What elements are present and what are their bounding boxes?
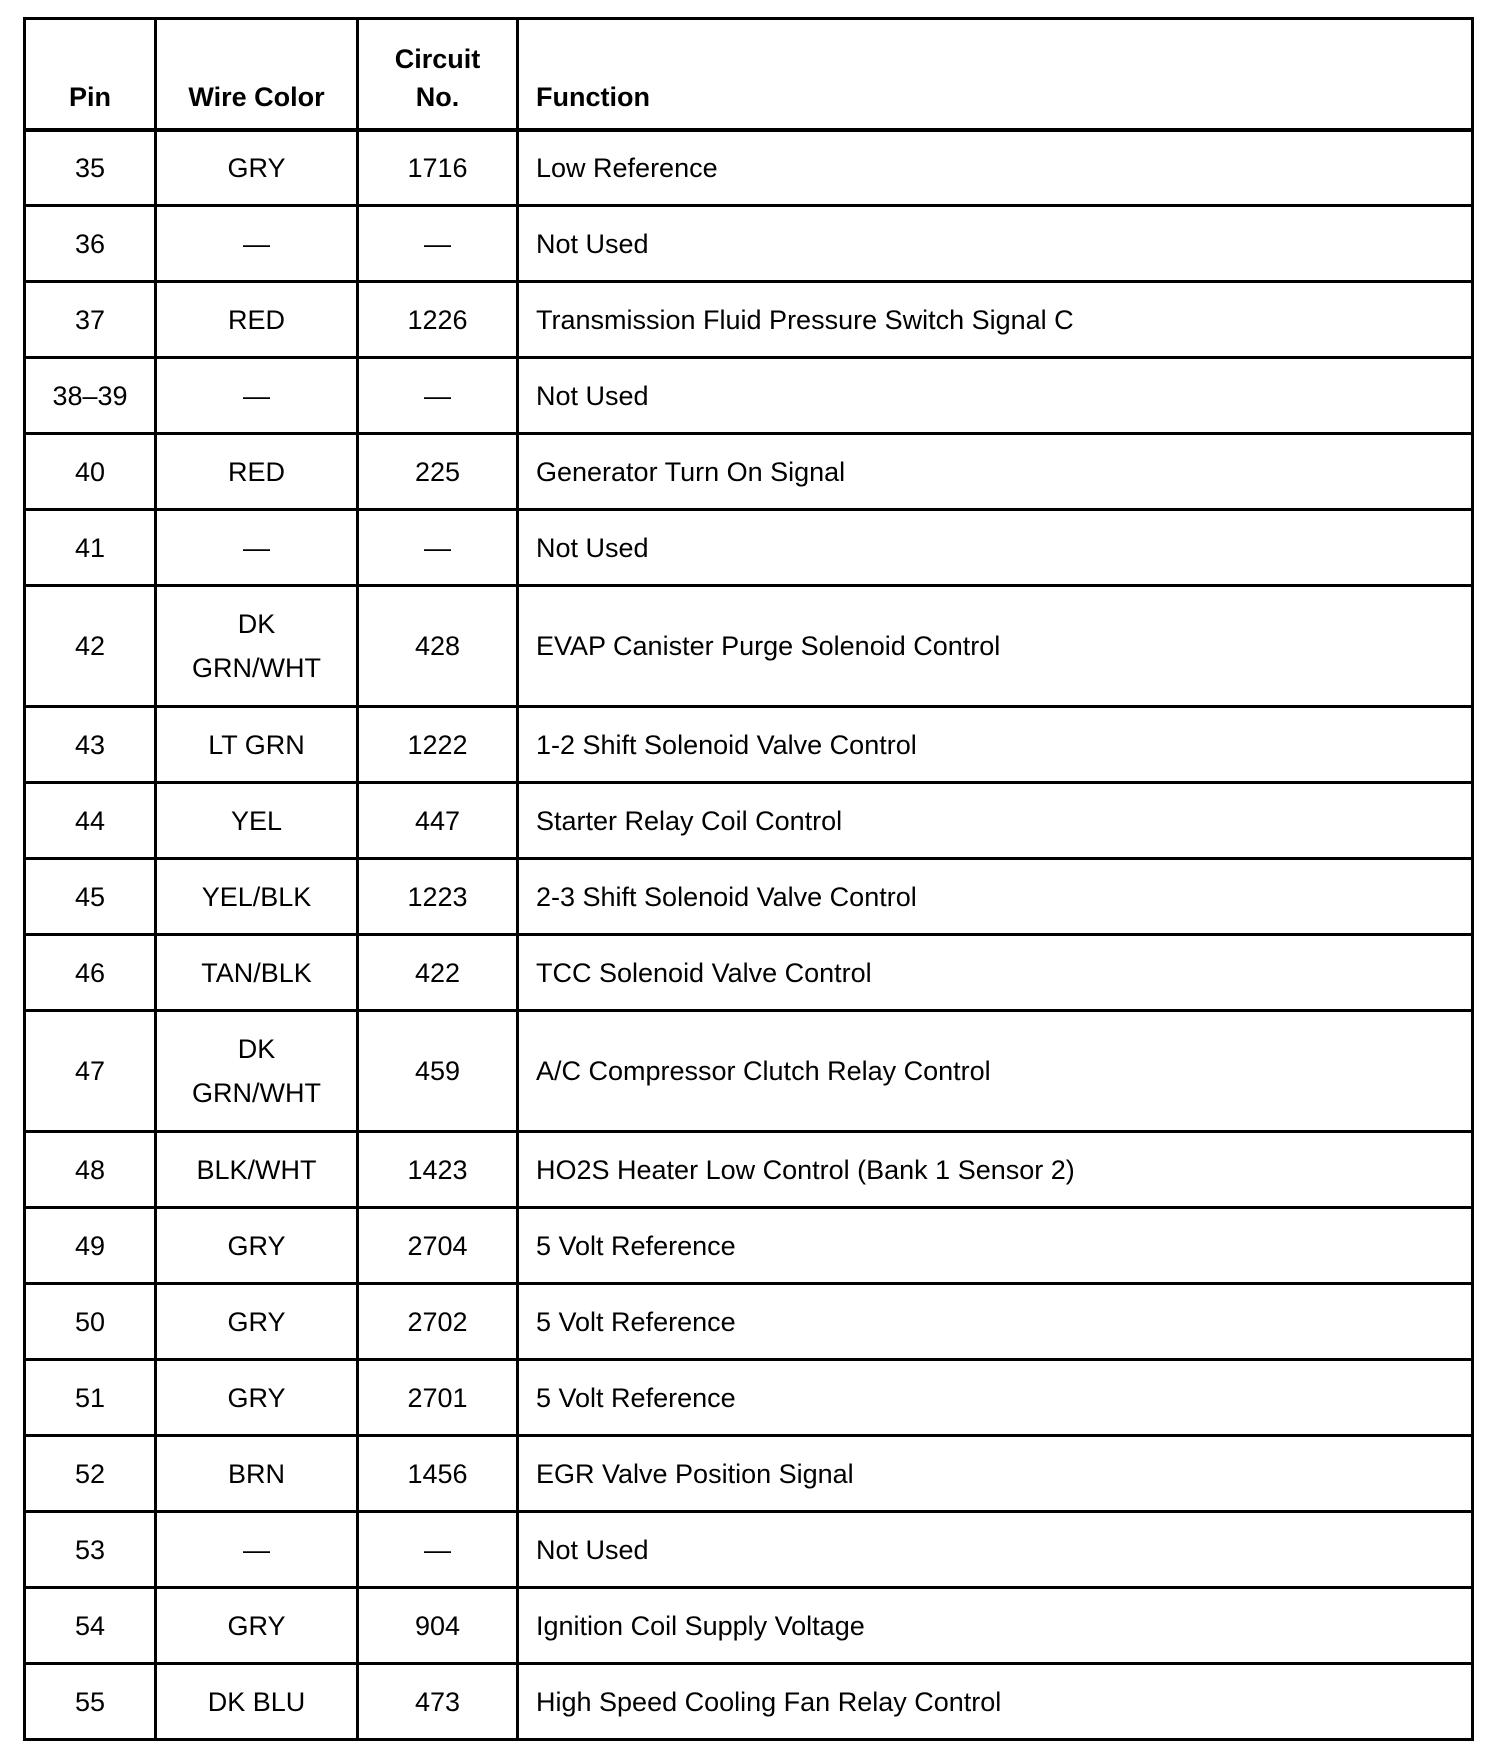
cell-function: Not Used (518, 510, 1473, 586)
cell-wire-color (156, 783, 358, 859)
cell-function: Not Used (518, 358, 1473, 434)
header-circuit-line2: No. (415, 81, 460, 112)
wire-color-line: YEL (230, 805, 283, 836)
cell-pin: 49 (25, 1208, 156, 1284)
header-circuit-no (358, 19, 518, 130)
wire-color-line: — (243, 380, 270, 411)
cell-circuit-no: — (358, 510, 518, 586)
table-row (25, 783, 1473, 859)
cell-function: EGR Valve Position Signal (518, 1436, 1473, 1512)
cell-function: Ignition Coil Supply Voltage (518, 1588, 1473, 1664)
cell-wire-color (156, 206, 358, 282)
wire-color-line: DK (237, 609, 276, 639)
cell-pin: 47 (25, 1011, 156, 1132)
cell-pin: 37 (25, 282, 156, 358)
cell-function: 2-3 Shift Solenoid Valve Control (518, 859, 1473, 935)
table-row (25, 1360, 1473, 1436)
cell-wire-color (156, 358, 358, 434)
table-row (25, 859, 1473, 935)
wire-color-line: LT GRN (208, 729, 305, 760)
cell-wire-color (156, 282, 358, 358)
cell-circuit-no: — (358, 206, 518, 282)
cell-pin: 42 (25, 586, 156, 707)
cell-wire-color (156, 434, 358, 510)
wire-color-line: TAN/BLK (201, 957, 312, 988)
cell-circuit-no: 422 (358, 935, 518, 1011)
cell-pin: 45 (25, 859, 156, 935)
cell-pin: 46 (25, 935, 156, 1011)
cell-circuit-no: 2702 (358, 1284, 518, 1360)
wire-color-line: — (243, 532, 270, 563)
cell-circuit-no: 1222 (358, 707, 518, 783)
table-row (25, 206, 1473, 282)
cell-function: TCC Solenoid Valve Control (518, 935, 1473, 1011)
cell-circuit-no: 1456 (358, 1436, 518, 1512)
cell-pin: 40 (25, 434, 156, 510)
cell-function: Not Used (518, 1512, 1473, 1588)
cell-wire-color (156, 1360, 358, 1436)
cell-pin: 50 (25, 1284, 156, 1360)
cell-wire-color (156, 1208, 358, 1284)
cell-wire-color (156, 586, 358, 707)
connector-pinout-table (23, 17, 1474, 1741)
table-header (25, 19, 1473, 130)
cell-function: 1-2 Shift Solenoid Valve Control (518, 707, 1473, 783)
cell-pin: 48 (25, 1132, 156, 1208)
wire-color-line: GRN/WHT (192, 653, 321, 683)
cell-function: High Speed Cooling Fan Relay Control (518, 1664, 1473, 1740)
wire-color-line: RED (227, 456, 285, 487)
cell-wire-color (156, 935, 358, 1011)
cell-function: Starter Relay Coil Control (518, 783, 1473, 859)
cell-function: Not Used (518, 206, 1473, 282)
table-row (25, 358, 1473, 434)
cell-pin: 55 (25, 1664, 156, 1740)
table-row (25, 586, 1473, 707)
table-row (25, 130, 1473, 206)
cell-pin: 54 (25, 1588, 156, 1664)
wire-color-line: GRY (227, 1610, 286, 1641)
cell-wire-color (156, 707, 358, 783)
cell-circuit-no: 904 (358, 1588, 518, 1664)
cell-pin: 38–39 (25, 358, 156, 434)
wire-color-line: GRY (227, 1306, 286, 1337)
cell-wire-color (156, 1284, 358, 1360)
cell-pin: 35 (25, 130, 156, 206)
cell-circuit-no: — (358, 1512, 518, 1588)
wire-color-line: BLK/WHT (196, 1154, 317, 1185)
table-row (25, 1011, 1473, 1132)
cell-wire-color (156, 130, 358, 206)
cell-wire-color (156, 1512, 358, 1588)
cell-function: 5 Volt Reference (518, 1208, 1473, 1284)
table-row (25, 1512, 1473, 1588)
wire-color-line: BRN (227, 1458, 285, 1489)
header-wire-color: Wire Color (156, 19, 358, 130)
cell-pin: 43 (25, 707, 156, 783)
cell-function: Low Reference (518, 130, 1473, 206)
wire-color-line: GRY (227, 1230, 286, 1261)
header-row (25, 19, 1473, 130)
table-row (25, 935, 1473, 1011)
cell-function: EVAP Canister Purge Solenoid Control (518, 586, 1473, 707)
wire-color-line: DK (237, 1034, 276, 1064)
table-body (25, 130, 1473, 1740)
header-circuit-line1: Circuit (394, 43, 481, 74)
table-row (25, 1588, 1473, 1664)
cell-circuit-no: 2704 (358, 1208, 518, 1284)
cell-function: Transmission Fluid Pressure Switch Signal C (518, 282, 1473, 358)
cell-circuit-no: 447 (358, 783, 518, 859)
table-row (25, 510, 1473, 586)
cell-pin: 44 (25, 783, 156, 859)
cell-function: 5 Volt Reference (518, 1360, 1473, 1436)
cell-function: Generator Turn On Signal (518, 434, 1473, 510)
cell-circuit-no: 1223 (358, 859, 518, 935)
cell-wire-color (156, 1132, 358, 1208)
cell-wire-color (156, 1664, 358, 1740)
table-row (25, 1284, 1473, 1360)
cell-wire-color (156, 1011, 358, 1132)
cell-circuit-no: 225 (358, 434, 518, 510)
cell-circuit-no: 459 (358, 1011, 518, 1132)
table-row (25, 282, 1473, 358)
cell-function: A/C Compressor Clutch Relay Control (518, 1011, 1473, 1132)
table-row (25, 1436, 1473, 1512)
header-function: Function (518, 19, 1473, 130)
wire-color-line: GRN/WHT (192, 1078, 321, 1108)
table-row (25, 1664, 1473, 1740)
cell-circuit-no: 1226 (358, 282, 518, 358)
cell-function: 5 Volt Reference (518, 1284, 1473, 1360)
wire-color-line: — (243, 1534, 270, 1565)
wire-color-line: GRY (227, 1382, 286, 1413)
wire-color-line: — (243, 228, 270, 259)
cell-pin: 51 (25, 1360, 156, 1436)
cell-circuit-no: 1716 (358, 130, 518, 206)
cell-function: HO2S Heater Low Control (Bank 1 Sensor 2) (518, 1132, 1473, 1208)
cell-circuit-no: 428 (358, 586, 518, 707)
wire-color-line: RED (227, 304, 285, 335)
header-pin: Pin (25, 19, 156, 130)
cell-wire-color (156, 859, 358, 935)
wire-color-line: GRY (227, 152, 286, 183)
cell-wire-color (156, 510, 358, 586)
cell-pin: 52 (25, 1436, 156, 1512)
cell-circuit-no: 473 (358, 1664, 518, 1740)
cell-wire-color (156, 1588, 358, 1664)
cell-circuit-no: — (358, 358, 518, 434)
table-row (25, 434, 1473, 510)
cell-pin: 36 (25, 206, 156, 282)
table-row (25, 1208, 1473, 1284)
cell-circuit-no: 2701 (358, 1360, 518, 1436)
cell-wire-color (156, 1436, 358, 1512)
table-row (25, 1132, 1473, 1208)
cell-pin: 53 (25, 1512, 156, 1588)
table-row (25, 707, 1473, 783)
cell-circuit-no: 1423 (358, 1132, 518, 1208)
wire-color-line: DK BLU (207, 1686, 306, 1717)
cell-pin: 41 (25, 510, 156, 586)
wire-color-line: YEL/BLK (201, 881, 312, 912)
